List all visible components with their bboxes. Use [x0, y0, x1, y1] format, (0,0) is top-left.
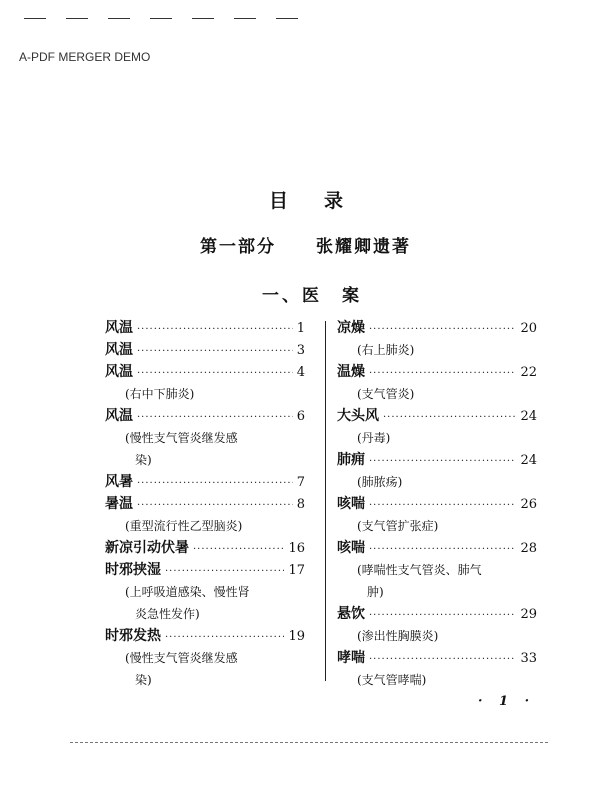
toc-leader-dots	[165, 561, 284, 583]
toc-entry[interactable]	[105, 471, 305, 493]
toc-leader-dots	[137, 319, 293, 341]
toc-entry-note: (肺脓疡)	[357, 475, 403, 489]
toc-entry-title: 风温	[105, 364, 133, 380]
toc-leader-dots	[137, 341, 293, 363]
toc-entry[interactable]	[337, 449, 537, 471]
toc-entry-page: 3	[296, 343, 305, 358]
toc-entry[interactable]	[105, 625, 305, 647]
toc-entry-title: 风温	[105, 320, 133, 336]
toc-entry[interactable]	[337, 603, 537, 625]
toc-entry-title: 暑温	[105, 496, 133, 512]
toc-leader-dots	[137, 473, 293, 495]
toc-entry-page: 1	[296, 321, 305, 336]
column-divider	[325, 321, 326, 681]
toc-entry-page: 20	[520, 321, 537, 336]
toc-entry-page: 28	[520, 541, 537, 556]
toc-leader-dots	[369, 451, 516, 473]
part-label: 第一部分	[200, 237, 276, 257]
toc-entry-title: 风暑	[105, 474, 133, 490]
toc-entry-page: 29	[520, 607, 537, 622]
toc-leader-dots	[165, 627, 284, 649]
toc-entry-note: (右上肺炎)	[357, 343, 415, 357]
toc-entry-note: (哮喘性支气管炎、肺气	[357, 563, 482, 577]
toc-entry-note: 炎急性发作)	[135, 607, 200, 621]
toc-entry[interactable]	[337, 537, 537, 559]
toc-entry-page: 26	[520, 497, 537, 512]
toc-entry-title: 咳喘	[337, 496, 365, 512]
toc-entry-title: 时邪发热	[105, 628, 161, 644]
toc-leader-dots	[369, 363, 516, 385]
toc-entry-note: 染)	[135, 673, 152, 687]
toc-entry-title: 温燥	[337, 364, 365, 380]
toc-entry[interactable]	[105, 537, 305, 559]
toc-entry-note: (慢性支气管炎继发感	[125, 431, 238, 445]
toc-entry[interactable]	[105, 493, 305, 515]
section-heading: 一、医 案	[262, 286, 362, 306]
toc-entry[interactable]	[337, 317, 537, 339]
toc-leader-dots	[137, 363, 293, 385]
toc-entry-page: 17	[288, 563, 305, 578]
top-dash-rule	[24, 18, 298, 19]
toc-entry-title: 风温	[105, 408, 133, 424]
toc-entry-page: 19	[288, 629, 305, 644]
toc-entry-page: 24	[520, 409, 537, 424]
toc-entry-page: 22	[520, 365, 537, 380]
toc-entry[interactable]	[337, 405, 537, 427]
toc-entry[interactable]	[105, 339, 305, 361]
toc-entry-note: (渗出性胸膜炎)	[357, 629, 439, 643]
toc-leader-dots	[193, 539, 284, 561]
toc-entry-title: 大头风	[337, 408, 379, 424]
part-author: 张耀卿遗著	[316, 237, 411, 257]
toc-entry-page: 8	[296, 497, 305, 512]
toc-leader-dots	[369, 319, 516, 341]
toc-entry-title: 凉燥	[337, 320, 365, 336]
toc-entry-page: 6	[296, 409, 305, 424]
toc-entry-note: (支气管炎)	[357, 387, 415, 401]
toc-entry[interactable]	[105, 405, 305, 427]
toc-entry[interactable]	[105, 317, 305, 339]
toc-entry-note: 染)	[135, 453, 152, 467]
watermark: A-PDF MERGER DEMO	[19, 50, 151, 64]
toc-entry[interactable]	[337, 493, 537, 515]
toc-entry-page: 24	[520, 453, 537, 468]
toc-entry[interactable]	[105, 361, 305, 383]
toc-entry[interactable]	[337, 647, 537, 669]
toc-entry-page: 4	[296, 365, 305, 380]
toc-entry-note: (慢性支气管炎继发感	[125, 651, 238, 665]
toc-leader-dots	[383, 407, 516, 429]
toc-entry-title: 悬饮	[337, 606, 365, 622]
toc-right-column	[337, 317, 537, 691]
toc-leader-dots	[137, 495, 293, 517]
page-title: 目录	[268, 190, 379, 212]
toc-entry[interactable]	[337, 361, 537, 383]
toc-entry-title: 哮喘	[337, 650, 365, 666]
toc-entry-note: (丹毒)	[357, 431, 391, 445]
part-heading	[200, 232, 411, 257]
toc-entry-title: 风温	[105, 342, 133, 358]
toc-entry-note: (支气管扩张症)	[357, 519, 439, 533]
toc-entry-page: 7	[296, 475, 305, 490]
toc-leader-dots	[369, 539, 516, 561]
toc-leader-dots	[369, 649, 516, 671]
toc-entry-title: 新凉引动伏暑	[105, 540, 189, 556]
toc-entry-page: 16	[288, 541, 305, 556]
toc-entry-title: 肺痈	[337, 452, 365, 468]
toc-entry-note: (支气管哮喘)	[357, 673, 427, 687]
toc-leader-dots	[369, 605, 516, 627]
toc-leader-dots	[137, 407, 293, 429]
toc-entry-title: 时邪挟湿	[105, 562, 161, 578]
toc-entry-page: 33	[520, 651, 537, 666]
toc-leader-dots	[369, 495, 516, 517]
toc-entry-note: (右中下肺炎)	[125, 387, 195, 401]
bottom-rule	[70, 742, 548, 743]
toc-entry-note: (上呼吸道感染、慢性肾	[125, 585, 250, 599]
toc-entry-title: 咳喘	[337, 540, 365, 556]
toc-entry-note: 肿)	[367, 585, 384, 599]
toc-left-column	[105, 317, 305, 691]
toc-entry-note: (重型流行性乙型脑炎)	[125, 519, 243, 533]
page-number: · 1 ·	[478, 694, 536, 709]
toc-entry[interactable]	[105, 559, 305, 581]
